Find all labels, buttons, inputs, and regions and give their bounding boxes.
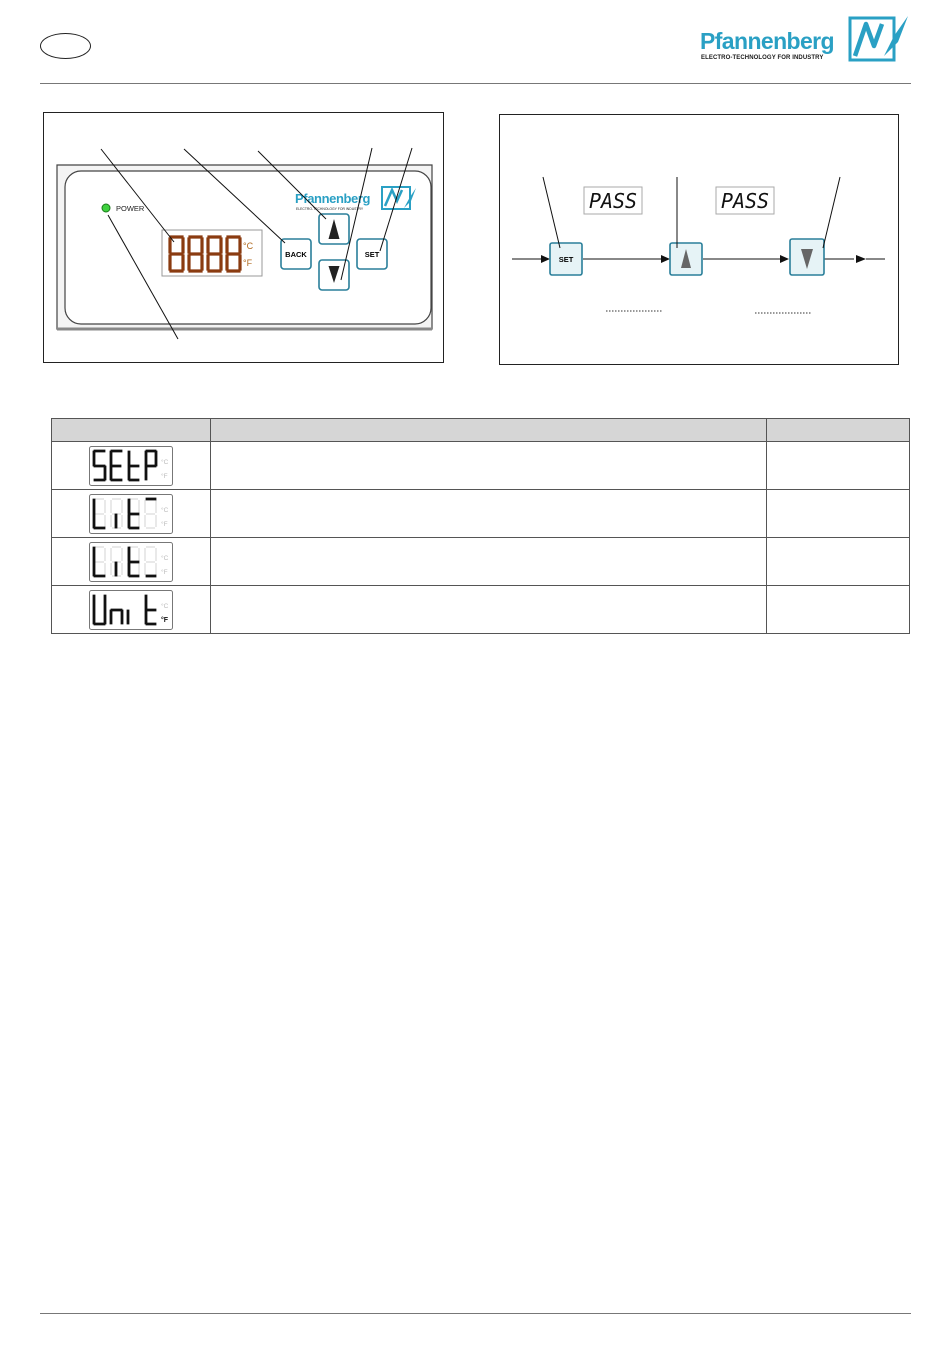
up-button[interactable] — [319, 214, 349, 244]
value-cell — [767, 490, 910, 538]
sequence-set-label: SET — [558, 255, 574, 264]
svg-text:°F: °F — [161, 616, 169, 624]
table-row — [52, 490, 910, 538]
table-header-description — [211, 419, 767, 442]
display-unit-f: °F — [243, 258, 253, 268]
svg-text:PASS: PASS — [589, 189, 637, 213]
key-sequence-figure — [499, 114, 899, 365]
description-cell — [211, 586, 767, 634]
key-sequence-illustration — [500, 115, 899, 365]
language-indicator-oval — [40, 33, 91, 59]
table-row — [52, 586, 910, 634]
lcd-setp — [89, 446, 173, 486]
control-panel-figure — [43, 112, 444, 363]
value-cell — [767, 442, 910, 490]
svg-text:°F: °F — [161, 568, 168, 576]
svg-text:°F: °F — [161, 472, 168, 480]
power-led-icon — [102, 204, 110, 212]
description-cell — [211, 490, 767, 538]
parameter-table — [51, 418, 910, 634]
panel-brand-name: Pfannenberg — [295, 191, 371, 206]
control-panel-illustration — [44, 113, 444, 363]
display-cell — [52, 538, 211, 586]
display-cell — [52, 442, 211, 490]
table-row — [52, 442, 910, 490]
value-cell — [767, 538, 910, 586]
description-cell — [211, 538, 767, 586]
svg-text:°C: °C — [161, 506, 169, 514]
sequence-set-button — [550, 243, 582, 275]
table-header-value — [767, 419, 910, 442]
description-cell — [211, 442, 767, 490]
logo-tagline: ELECTRO-TECHNOLOGY FOR INDUSTRY — [701, 55, 824, 61]
sequence-up-button — [670, 243, 702, 275]
svg-text:°C: °C — [161, 602, 169, 610]
back-button[interactable] — [281, 239, 311, 269]
panel-brand-tagline: ELECTRO-TECHNOLOGY FOR INDUSTRY — [296, 207, 364, 211]
svg-text:PASS: PASS — [721, 189, 769, 213]
logo-name: Pfannenberg — [700, 28, 834, 54]
lcd-lit-upper — [89, 494, 173, 534]
display-cell — [52, 586, 211, 634]
logo-mark-icon — [848, 16, 910, 64]
header-rule — [40, 83, 911, 84]
svg-text:°C: °C — [161, 554, 169, 562]
sequence-down-button — [790, 239, 824, 275]
back-button-label: BACK — [285, 250, 307, 259]
table-header-display — [52, 419, 211, 442]
set-button-label: SET — [364, 250, 380, 259]
table-header-row — [52, 419, 910, 442]
value-cell — [767, 586, 910, 634]
svg-text:°C: °C — [161, 458, 169, 466]
display-cell — [52, 490, 211, 538]
lcd-unit — [89, 590, 173, 630]
pfannenberg-logo — [700, 16, 910, 64]
display-unit-c: °C — [243, 241, 254, 251]
footer-rule — [40, 1313, 911, 1314]
svg-text:°F: °F — [161, 520, 168, 528]
lcd-lit-lower — [89, 542, 173, 582]
table-row — [52, 538, 910, 586]
power-label: POWER — [116, 204, 145, 213]
